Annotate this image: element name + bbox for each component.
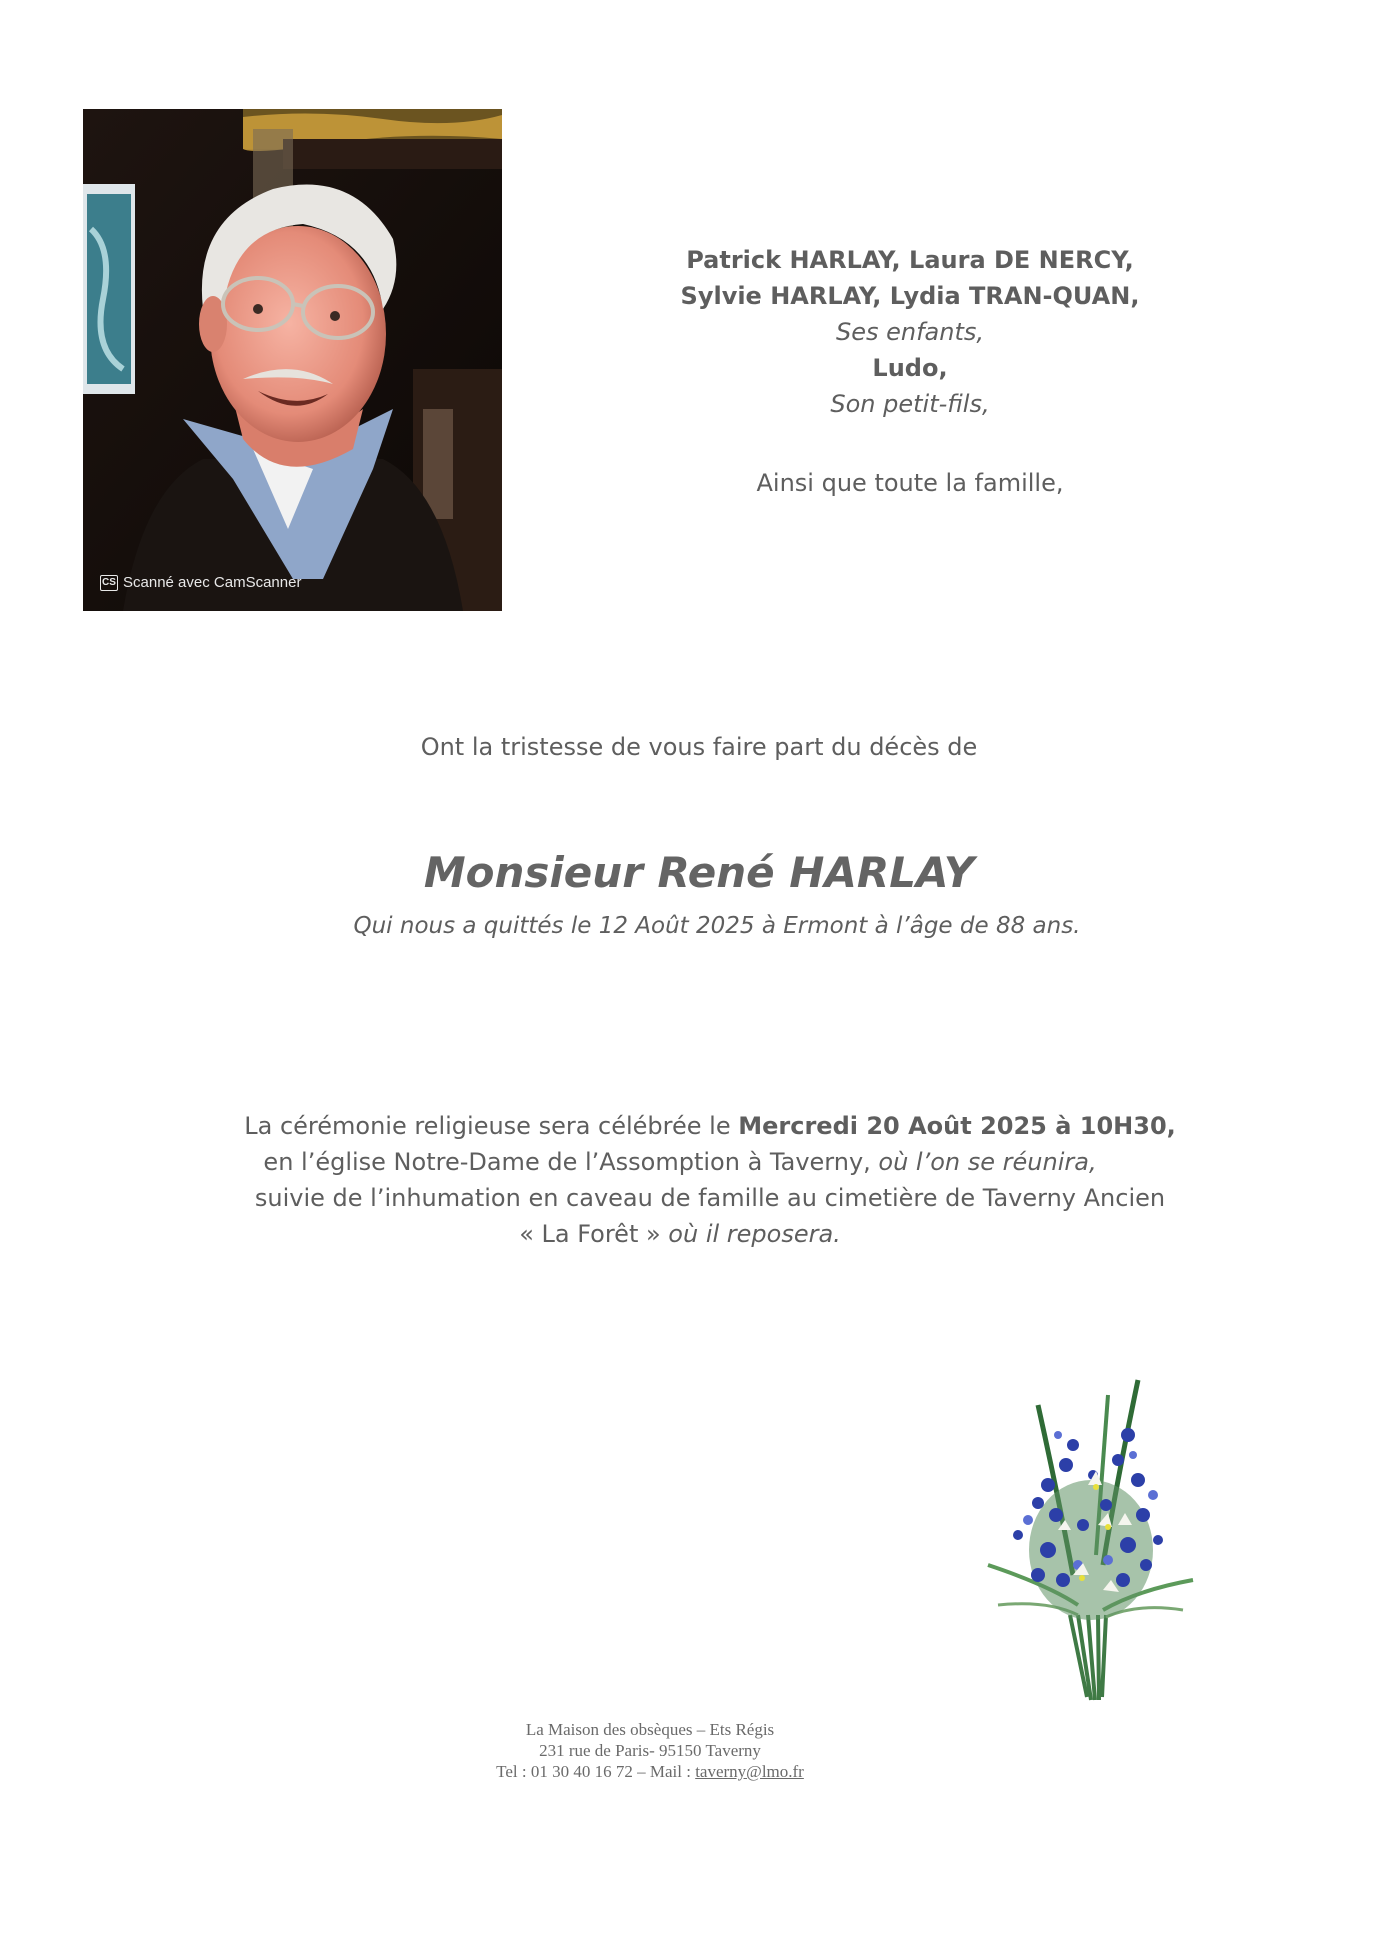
portrait-photo [83,109,502,611]
announcement-intro: Ont la tristesse de vous faire part du décès de [420,733,978,761]
grandson-name: Ludo, [872,354,948,382]
ceremony-line-1 [200,1108,1220,1144]
camscanner-watermark [100,574,301,591]
ceremony-line-1-text: La cérémonie religieuse sera célébrée le [244,1112,739,1140]
camscanner-logo-icon: CS [100,575,118,591]
children-names-line-2: Sylvie HARLAY, Lydia TRAN-QUAN, [680,282,1140,310]
deceased-name: Monsieur René HARLAY [423,848,975,897]
ceremony-gathering: où l’on se réunira, [878,1148,1097,1176]
ceremony-church: en l’église Notre-Dame de l’Assomption à Taverny, [263,1148,879,1176]
ceremony-line-3: suivie de l’inhumation en caveau de famille au cimetière de Taverny Ancien [254,1184,1166,1212]
family-block [610,242,1210,501]
cemetery-name: « La Forêt » [519,1220,669,1248]
ceremony-line-4 [200,1216,1220,1252]
flower-bouquet-icon [978,1375,1204,1705]
footer-phone: Tel : 01 30 40 16 72 – Mail : [496,1762,696,1781]
footer-company: La Maison des obsèques – Ets Régis [525,1720,775,1739]
ceremony-date: Mercredi 20 Août 2025 à 10H30, [738,1112,1176,1140]
deceased-details: Qui nous a quittés le 12 Août 2025 à Ermont à l’âge de 88 ans. [353,913,1081,939]
footer-contact [380,1761,920,1782]
children-relation: Ses enfants, [835,318,985,346]
funeral-home-footer [380,1719,920,1782]
footer-email-link[interactable]: taverny@lmo.fr [695,1762,804,1781]
ceremony-line-2 [200,1144,1220,1180]
grandson-relation: Son petit-fils, [830,390,990,418]
children-names-line-1: Patrick HARLAY, Laura DE NERCY, [686,246,1134,274]
portrait-illustration [83,109,502,611]
footer-address: 231 rue de Paris- 95150 Taverny [539,1741,761,1760]
ceremony-rest: où il reposera. [668,1220,841,1248]
ceremony-block [200,1108,1220,1252]
rest-of-family: Ainsi que toute la famille, [756,469,1064,497]
watermark-text: Scanné avec CamScanner [123,574,302,591]
